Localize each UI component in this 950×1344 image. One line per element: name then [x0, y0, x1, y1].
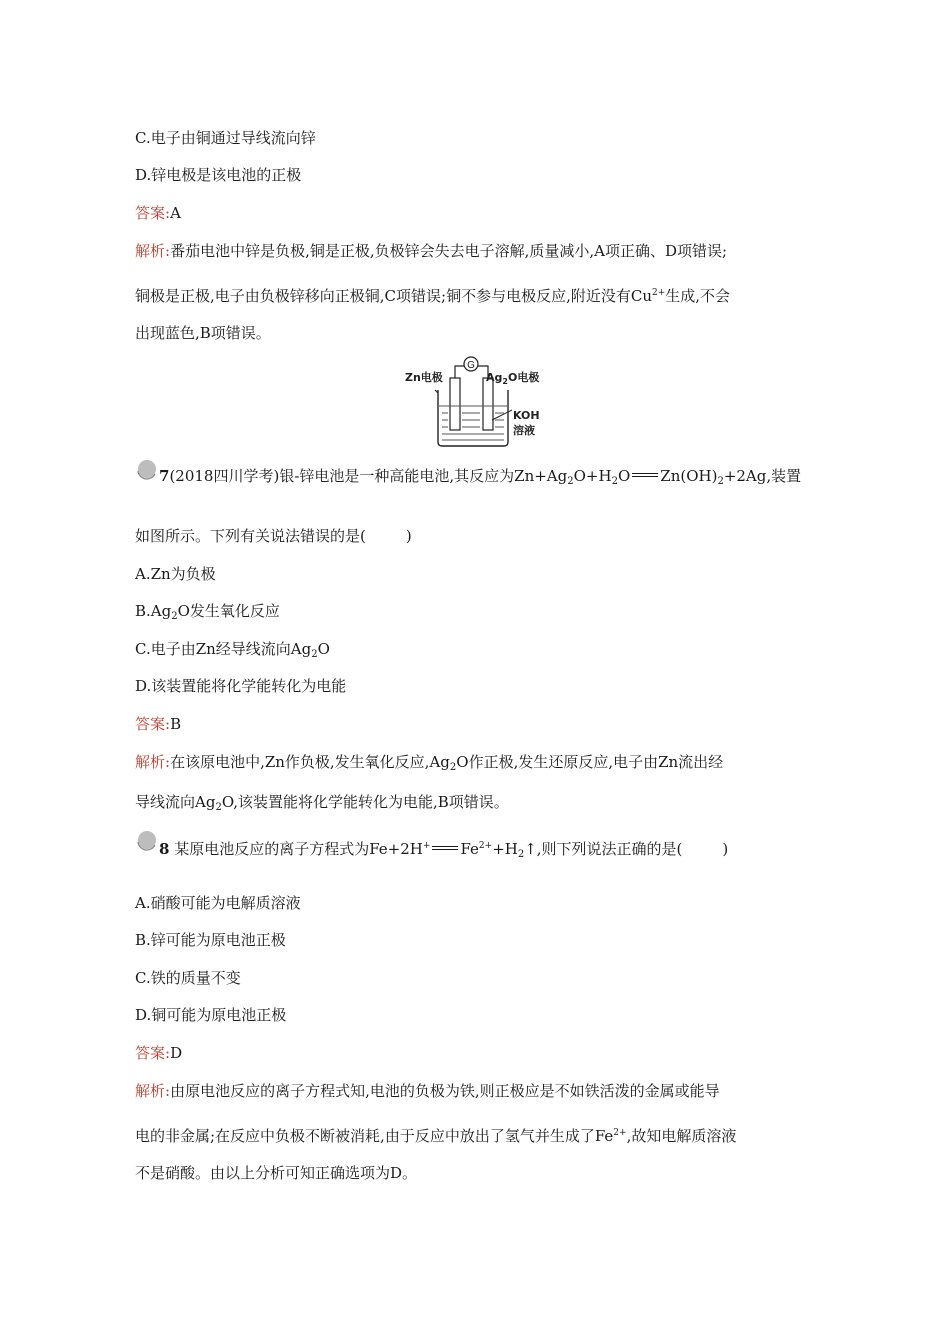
- solution-label-2: 溶液: [513, 424, 535, 437]
- reaction-equals-sign: [630, 471, 660, 481]
- q8-stem: 8 某原电池反应的离子方程式为Fe+2H+ $Fe^{2+}+H_2↑$,则下列说法正确的是( ): [159, 840, 729, 860]
- q6-option-d: D.锌电极是该电池的正极: [135, 166, 302, 184]
- question-bullet-icon: [135, 829, 157, 851]
- zn-electrode: [450, 378, 460, 430]
- q8-option-b: B.锌可能为原电池正极: [135, 931, 286, 949]
- q8-answer: 答案:D: [135, 1044, 183, 1062]
- q6-analysis-line-1: 解析:番茄电池中锌是负极,铜是正极,负极锌会失去电子溶解,质量减小,A项正确、D项错误;: [135, 242, 728, 260]
- q7-analysis-line-1: 解析:在该原电池中,Zn作负极,发生氧化反应$,Ag_2O$作正极,发生还原反应,电子由Zn流出经: [135, 753, 724, 773]
- q8-option-c: C.铁的质量不变: [135, 969, 241, 987]
- beaker: [438, 390, 508, 446]
- koh-solution: [439, 406, 507, 440]
- q8-analysis-line-3: 不是硝酸。由以上分析可知正确选项为D。: [135, 1164, 418, 1182]
- q6-answer: 答案:A: [135, 204, 181, 222]
- q7-option-b: $B.Ag_2O$发生氧化反应: [135, 602, 280, 622]
- q7-option-d: D.该装置能将化学能转化为电能: [135, 677, 347, 695]
- reaction-equals-sign: [430, 844, 460, 854]
- silver-zinc-cell-diagram: [400, 350, 550, 450]
- solution-label-1: KOH: [513, 409, 540, 422]
- zn-electrode-label: Zn电极: [405, 371, 443, 384]
- question-bullet-icon: [135, 458, 157, 480]
- q7-option-a: A.Zn为负极: [135, 565, 216, 583]
- q8-option-a: A.硝酸可能为电解质溶液: [135, 894, 301, 912]
- q8-analysis-line-1: 解析:由原电池反应的离子方程式知,电池的负极为铁,则正极应是不如铁活泼的金属或能导: [135, 1082, 720, 1100]
- ag2o-electrode-label: $Ag_2O$电极: [486, 371, 540, 386]
- ag2o-electrode: [483, 378, 493, 430]
- q7-stem-line-1: 7(2018四川学考)银-锌电池是一种高能电池,其反应为$Zn+Ag_2O+H_2O$ $Zn(OH)_2+2Ag$,装置: [159, 467, 802, 487]
- q6-analysis-line-2: 铜极是正极,电子由负极锌移向正极铜,C项错误;铜不参与电极反应,附近没有$Cu^{2+}$生成,不会: [135, 287, 731, 305]
- q7-option-c: C.电子由Zn经导线流向$Ag_2O$: [135, 640, 330, 660]
- q6-analysis-line-3: 出现蓝色,B项错误。: [135, 324, 271, 342]
- q8-option-d: D.铜可能为原电池正极: [135, 1006, 287, 1024]
- q7-analysis-line-2: 导线流向$Ag_2O$,该装置能将化学能转化为电能,B项错误。: [135, 793, 509, 813]
- q7-stem-line-2: 如图所示。下列有关说法错误的是( ): [135, 527, 412, 545]
- q8-analysis-line-2: 电的非金属;在反应中负极不断被消耗,由于反应中放出了氢气并生成了$Fe^{2+}$,故知电解质溶液: [135, 1127, 737, 1145]
- galvanometer-label: G: [467, 360, 475, 371]
- q6-option-c: C.电子由铜通过导线流向锌: [135, 129, 316, 147]
- q7-answer: 答案:B: [135, 715, 182, 733]
